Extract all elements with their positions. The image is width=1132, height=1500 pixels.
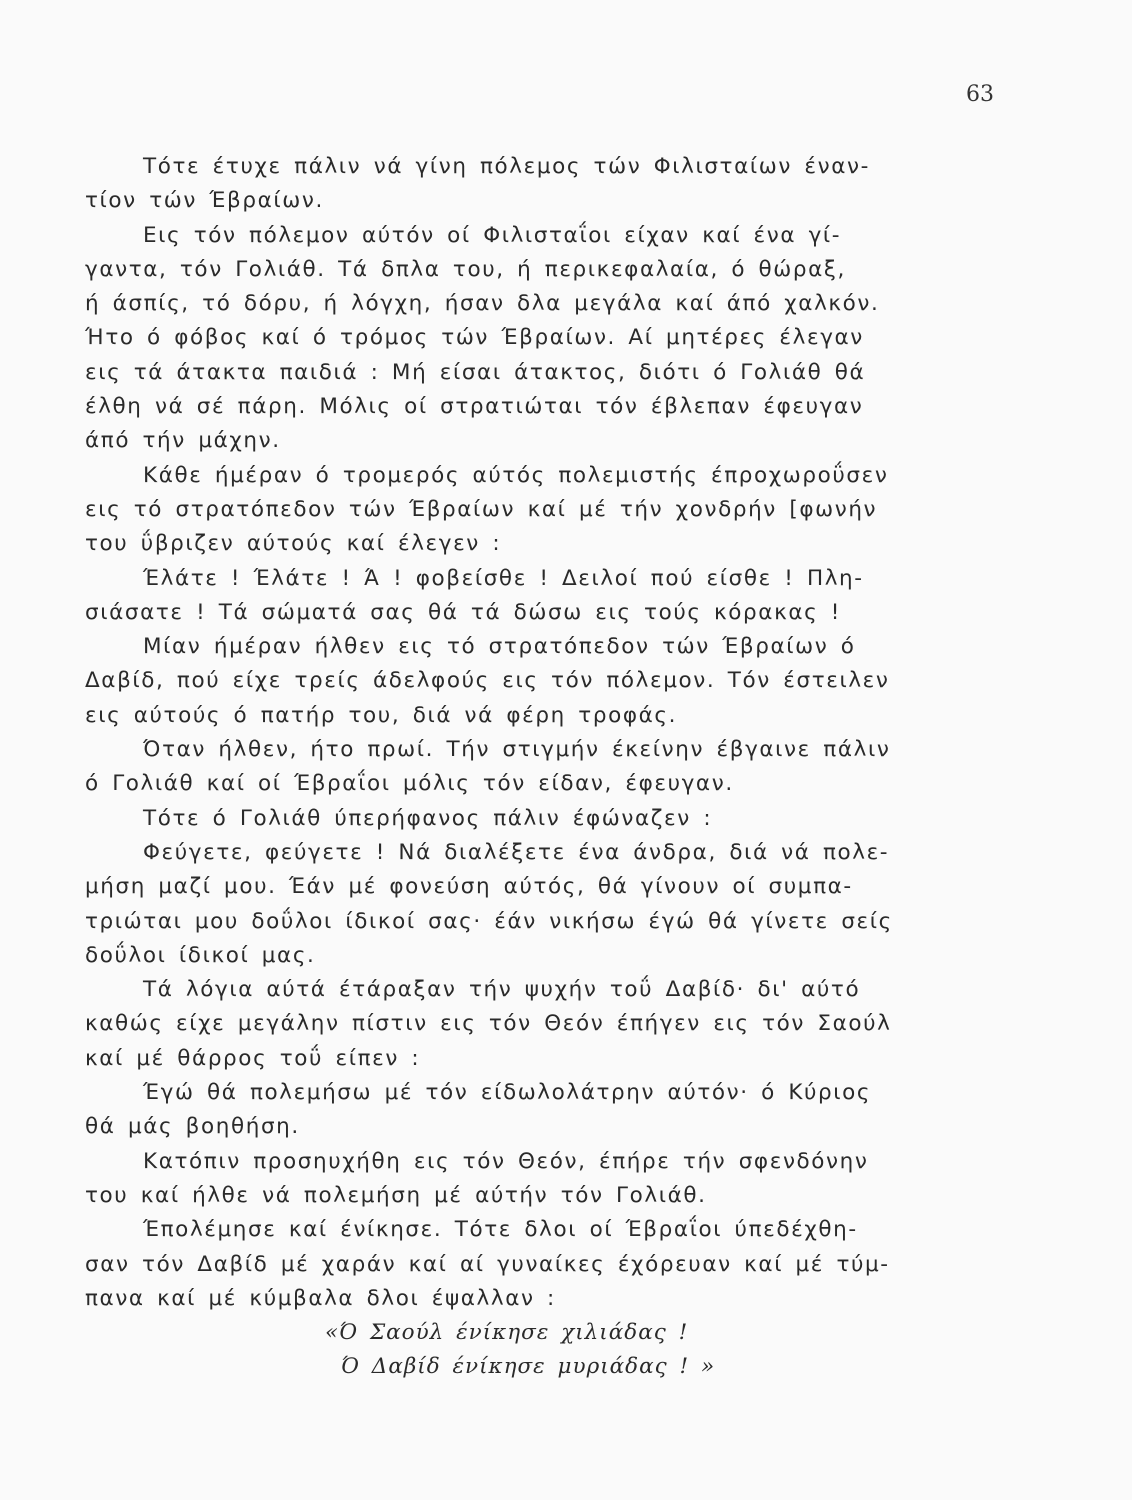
- text-line: καί μέ θάρρος τοΰ είπεν :: [85, 1045, 421, 1071]
- text-line: ό Γολιάθ καί οί Έβραΐοι μόλις τόν είδαν, έφευγαν.: [85, 771, 734, 797]
- text-line: Ήτο ό φόβος καί ό τρόμος τών Έβραίων. Αί μητέρες έλεγαν: [85, 325, 864, 351]
- verse-line: Ό Δαβίδ ένίκησε μυριάδας ! »: [341, 1354, 716, 1380]
- text-line: τριώται μου δοΰλοι ίδικοί σας· έάν νικήσω έγώ θά γίνετε σείς: [85, 908, 893, 934]
- body-text: [85, 150, 1011, 1385]
- text-line: του ΰβριζεν αύτούς καί έλεγεν :: [85, 531, 502, 557]
- text-line: Έγώ θά πολεμήσω μέ τόν είδωλολάτρην αύτόν· ό Κύριος: [143, 1080, 872, 1106]
- text-line: σιάσατε ! Τά σώματά σας θά τά δώσω εις τούς κόρακας !: [85, 599, 841, 625]
- page-number: 63: [966, 82, 994, 107]
- text-line: εις αύτούς ό πατήρ του, διά νά φέρη τροφάς.: [85, 702, 678, 728]
- text-line: Έλάτε ! Έλάτε ! Ά ! φοβείσθε ! Δειλοί πού είσθε ! Πλη-: [143, 565, 864, 591]
- text-line: τίον τών Έβραίων.: [85, 188, 324, 214]
- text-line: του καί ήλθε νά πολεμήση μέ αύτήν τόν Γολιάθ.: [85, 1182, 707, 1208]
- text-line: εις τό στρατόπεδον τών Έβραίων καί μέ τήν χονδρήν [φωνήν: [85, 496, 878, 522]
- text-line: Όταν ήλθεν, ήτο πρωί. Τήν στιγμήν έκείνην έβγαινε πάλιν: [143, 737, 891, 763]
- text-line: πανα καί μέ κύμβαλα δλοι έψαλλαν :: [85, 1285, 556, 1311]
- text-line: έλθη νά σέ πάρη. Μόλις οί στρατιώται τόν έβλεπαν έφευγαν: [85, 394, 864, 420]
- text-line: καθώς είχε μεγάλην πίστιν εις τόν Θεόν έπήγεν εις τόν Σαούλ: [85, 1011, 892, 1037]
- text-line: Εις τόν πόλεμον αύτόν οί Φιλισταΐοι είχαν καί ένα γί-: [143, 222, 842, 248]
- text-line: ή άσπίς, τό δόρυ, ή λόγχη, ήσαν δλα μεγάλα καί άπό χαλκόν.: [85, 291, 880, 317]
- text-line: Έπολέμησε καί ένίκησε. Τότε δλοι οί Έβραΐοι ύπεδέχθη-: [143, 1217, 858, 1243]
- text-line: Κάθε ήμέραν ό τρομερός αύτός πολεμιστής έπροχωροΰσεν: [143, 462, 889, 488]
- text-line: Μίαν ήμέραν ήλθεν εις τό στρατόπεδον τών Έβραίων ό: [143, 634, 856, 660]
- verse-line: «Ό Σαούλ ένίκησε χιλιάδας !: [325, 1320, 689, 1346]
- text-line: μήση μαζί μου. Έάν μέ φονεύση αύτός, θά γίνουν οί συμπα-: [85, 874, 853, 900]
- text-line: σαν τόν Δαβίδ μέ χαράν καί αί γυναίκες έχόρευαν καί μέ τύμ-: [85, 1251, 890, 1277]
- text-line: Τότε έτυχε πάλιν νά γίνη πόλεμος τών Φιλισταίων έναν-: [143, 154, 870, 179]
- text-line: θά μάς βοηθήση.: [85, 1114, 300, 1140]
- text-line: Δαβίδ, πού είχε τρείς άδελφούς εις τόν πόλεμον. Τόν έστειλεν: [85, 668, 890, 694]
- text-line: Τά λόγια αύτά έτάραξαν τήν ψυχήν τοΰ Δαβίδ· δι' αύτό: [143, 977, 861, 1003]
- text-line: δοΰλοι ίδικοί μας.: [85, 942, 316, 968]
- text-line: Τότε ό Γολιάθ ύπερήφανος πάλιν έφώναζεν :: [143, 805, 713, 831]
- text-line: εις τά άτακτα παιδιά : Μή είσαι άτακτος, διότι ό Γολιάθ θά: [85, 359, 866, 385]
- text-line: Κατόπιν προσηυχήθη εις τόν Θεόν, έπήρε τήν σφενδόνην: [143, 1148, 869, 1174]
- text-line: γαντα, τόν Γολιάθ. Τά δπλα του, ή περικεφαλαία, ό θώραξ,: [85, 256, 846, 282]
- text-line: Φεύγετε, φεύγετε ! Νά διαλέξετε ένα άνδρα, διά νά πολε-: [143, 839, 890, 865]
- text-line: άπό τήν μάχην.: [85, 428, 281, 454]
